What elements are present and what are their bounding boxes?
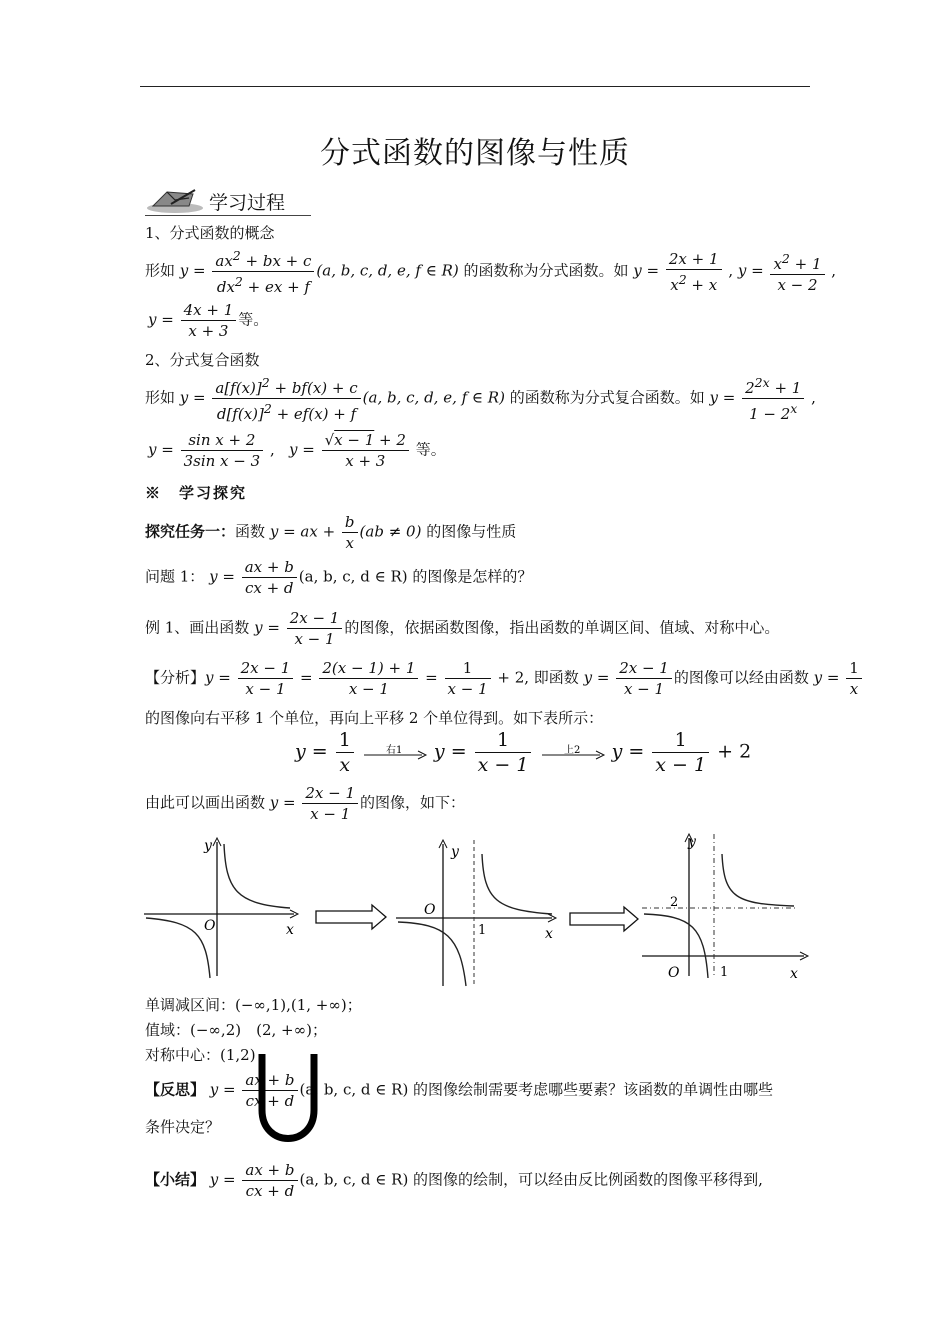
s2-example-1: $\frac{2^{2x} + 1}{1 - 2^x}$ <box>742 373 804 424</box>
graph3-x-label: x <box>790 966 798 982</box>
range-label: 值域： <box>145 1021 191 1039</box>
range-line <box>145 1019 327 1040</box>
s1-title: 1、分式函数的概念 <box>145 224 275 242</box>
s1-domain: (a, b, c, d, e, f ∈ R) <box>316 261 459 280</box>
u-shape-mark <box>252 1052 328 1152</box>
graph-2 <box>396 840 556 986</box>
graph2-x-label: x <box>545 926 553 942</box>
s2-line: 形如 y = $\frac{a[f(x)]^2 + bf(x) + c}{d[f(x)]^2 + ef(x) + f}$ (a, b, c, d, e, f ∈ R) 的函数称为分式复合函数。如 y = $\frac{2^{2x} + 1}{1 - 2^x}$ , <box>145 375 816 423</box>
top-rule <box>140 86 810 87</box>
ex1-line: 例 1、画出函数 y = $\frac{2x - 1}{x - 1}$ 的图像，依据函数图像，指出函数的单调区间、值域、对称中心。 <box>145 609 780 648</box>
center-value: (1,2) 。 <box>220 1046 276 1064</box>
s2-lead: 形如 <box>145 388 176 407</box>
arrow2-label: 上2 <box>563 744 580 756</box>
s2-title: 2、分式复合函数 <box>145 351 260 369</box>
right-arrow-icon <box>362 743 428 763</box>
task-label: 探究任务一： <box>145 522 236 541</box>
draw-lead: 由此可以画出函数 <box>145 793 266 812</box>
task-fraction: $\frac{b}{x}$ <box>342 512 358 553</box>
draw-line: 由此可以画出函数 y = $\frac{2x - 1}{x - 1}$ 的图像，如下： <box>145 784 466 823</box>
reflect-tail: (a, b, c, d ∈ R) 的图像绘制需要考虑哪些要素？该函数的单调性由哪些 <box>299 1080 774 1099</box>
s2-text: 的函数称为分式复合函数。如 <box>509 388 705 407</box>
s1-general-fraction: $\frac{ax^2 + bx + c}{dx^2 + ex + f}$ <box>212 246 314 297</box>
graph3-one-label: 1 <box>720 965 729 980</box>
graph-1 <box>144 838 298 978</box>
graph-3 <box>642 834 808 982</box>
graphs-figure <box>140 830 810 990</box>
q1-tail: (a, b, c, d ∈ R) 的图像是怎样的？ <box>298 567 533 586</box>
analysis-frac-5: $\frac{1}{x}$ <box>846 658 862 699</box>
summary-frac: $\frac{ax + b}{cx + d}$ <box>242 1160 297 1201</box>
graph2-y-label: y <box>451 844 459 860</box>
s1-example-2: $\frac{x^2 + 1}{x - 2}$ <box>770 249 824 295</box>
mono-line <box>145 994 362 1015</box>
summary-tail: (a, b, c, d ∈ R) 的图像的绘制，可以经由反比例函数的图像平移得到, <box>299 1170 763 1189</box>
analysis-frac-2: $\frac{2(x - 1) + 1}{x - 1}$ <box>319 658 418 699</box>
ex1-fraction: $\frac{2x - 1}{x - 1}$ <box>287 608 343 649</box>
graph3-two-label: 2 <box>670 895 679 910</box>
task-line: 探究任务一：函数 y = ax + $\frac{b}{x}$ (ab ≠ 0) 的图像与性质 <box>145 513 517 552</box>
section-title: 学习过程 <box>209 192 286 214</box>
task-tail: 的图像与性质 <box>426 522 517 541</box>
ex1-lead: 例 1、画出函数 <box>145 618 250 637</box>
s2-etc: 等。 <box>415 440 446 459</box>
analysis-frac-4: $\frac{2x - 1}{x - 1}$ <box>616 658 672 699</box>
chain-frac-2: $\frac{1}{x - 1}$ <box>475 728 532 777</box>
s1-lead: 形如 <box>145 261 176 280</box>
analysis-mid: , 即函数 <box>524 668 579 687</box>
analysis-tail: 的图像可以经由函数 <box>673 668 809 687</box>
section-underline <box>145 215 311 216</box>
s1-text: 的函数称为分式函数。如 <box>463 261 629 280</box>
analysis-frac-3: $\frac{1}{x - 1}$ <box>445 658 491 699</box>
chain-frac-3: $\frac{1}{x - 1}$ <box>652 728 709 777</box>
q1-fraction: $\frac{ax + b}{cx + d}$ <box>242 557 297 598</box>
s2-general-fraction: $\frac{a[f(x)]^2 + bf(x) + c}{d[f(x)]^2 + ef(x) + f}$ <box>212 373 360 424</box>
center-label: 对称中心： <box>145 1046 221 1064</box>
graph1-x-label: x <box>286 922 294 938</box>
q1-label: 问题 1： <box>145 567 205 586</box>
reflect-line2: 条件决定？ <box>145 1118 221 1136</box>
reflect-label: 【反思】 <box>145 1080 206 1099</box>
s2-line2: y = $\frac{\text{sin x + 2}}{\text{3sin x − 3}}$ , y = $\frac{√x - 1 + 2}{x + 3}$ 等。 <box>148 431 446 470</box>
summary-label: 【小结】 <box>145 1170 206 1189</box>
s2-example-2: $\frac{\text{sin x + 2}}{\text{3sin x − 3}}$ <box>181 430 264 471</box>
s2-domain: (a, b, c, d, e, f ∈ R) <box>362 388 505 407</box>
up-shift-arrow-icon <box>540 743 606 763</box>
mono-label: 单调减区间： <box>145 996 236 1014</box>
analysis-line2: 的图像向右平移 1 个单位，再向上平移 2 个单位得到。如下表所示： <box>145 709 604 727</box>
transform-chain: y = $\frac{1}{x}$ 右1 y = $\frac{1}{x - 1}$ 上2 y = $\frac{1}{x - 1}$ + 2 <box>295 729 752 776</box>
s1-line2: y = $\frac{4x + 1}{x + 3}$ 等。 <box>148 301 269 340</box>
hollow-arrow-icon <box>570 907 638 931</box>
s1-example-1: $\frac{2x + 1}{x^2 + x}$ <box>666 249 722 295</box>
reflect-frac: $\frac{ax + b}{cx + d}$ <box>242 1070 297 1111</box>
task-cond: (ab ≠ 0) <box>359 522 422 541</box>
s2-example-3: $\frac{√x - 1 + 2}{x + 3}$ <box>322 430 409 471</box>
pen-icon <box>145 186 205 214</box>
s1-etc: 等。 <box>238 310 269 329</box>
graph2-one-label: 1 <box>478 923 487 938</box>
mono-value: (−∞,1),(1, +∞)； <box>235 996 362 1014</box>
reflect-line: 【反思】 y = $\frac{ax + b}{cx + d}$ (a, b, c, d ∈ R) 的图像绘制需要考虑哪些要素？该函数的单调性由哪些 <box>145 1071 774 1110</box>
s1-example-3: $\frac{4x + 1}{x + 3}$ <box>181 300 237 341</box>
arrow1-label: 右1 <box>385 744 403 756</box>
hollow-arrow-icon <box>316 905 386 929</box>
chain-frac-1: $\frac{1}{x}$ <box>336 728 354 777</box>
summary-line: 【小结】 y = $\frac{ax + b}{cx + d}$ (a, b, c, d ∈ R) 的图像的绘制，可以经由反比例函数的图像平移得到, <box>145 1161 763 1200</box>
draw-frac: $\frac{2x - 1}{x - 1}$ <box>302 783 358 824</box>
analysis-label: 【分析】 <box>145 668 206 687</box>
task-text: 函数 <box>235 522 266 541</box>
ex1-tail: 的图像，依据函数图像，指出函数的单调区间、值域、对称中心。 <box>344 618 780 637</box>
s1-line: 形如 y = $\frac{ax^2 + bx + c}{dx^2 + ex + f}$ (a, b, c, d, e, f ∈ R) 的函数称为分式函数。如 y = $\frac{2x + 1}{x^2 + x}$ , y = $\frac{x^2 + 1}{x - 2}$ , <box>145 248 837 296</box>
analysis-line: 【分析】y = $\frac{2x - 1}{x - 1}$ = $\frac{2(x - 1) + 1}{x - 1}$ = $\frac{1}{x - 1}$ + 2, 即函数 y = $\frac{2x - 1}{x - 1}$ 的图像可以经由函数 y = $\frac{1}{x}$ <box>145 658 864 699</box>
graph1-origin-label: O <box>204 918 216 934</box>
graph3-origin-label: O <box>668 965 680 981</box>
graph3-y-label: y <box>688 834 696 850</box>
graph2-origin-label: O <box>424 902 436 918</box>
draw-tail: 的图像，如下： <box>360 793 466 812</box>
explore-heading: ※ 学习探究 <box>145 484 248 502</box>
range-value: (−∞,2) (2, +∞)； <box>190 1021 327 1039</box>
page-title: 分式函数的图像与性质 <box>320 136 630 171</box>
graph1-y-label: y <box>204 838 212 854</box>
analysis-frac-1: $\frac{2x - 1}{x - 1}$ <box>238 658 294 699</box>
q1-line: 问题 1： y = $\frac{ax + b}{cx + d}$ (a, b, c, d ∈ R) 的图像是怎样的？ <box>145 558 533 597</box>
